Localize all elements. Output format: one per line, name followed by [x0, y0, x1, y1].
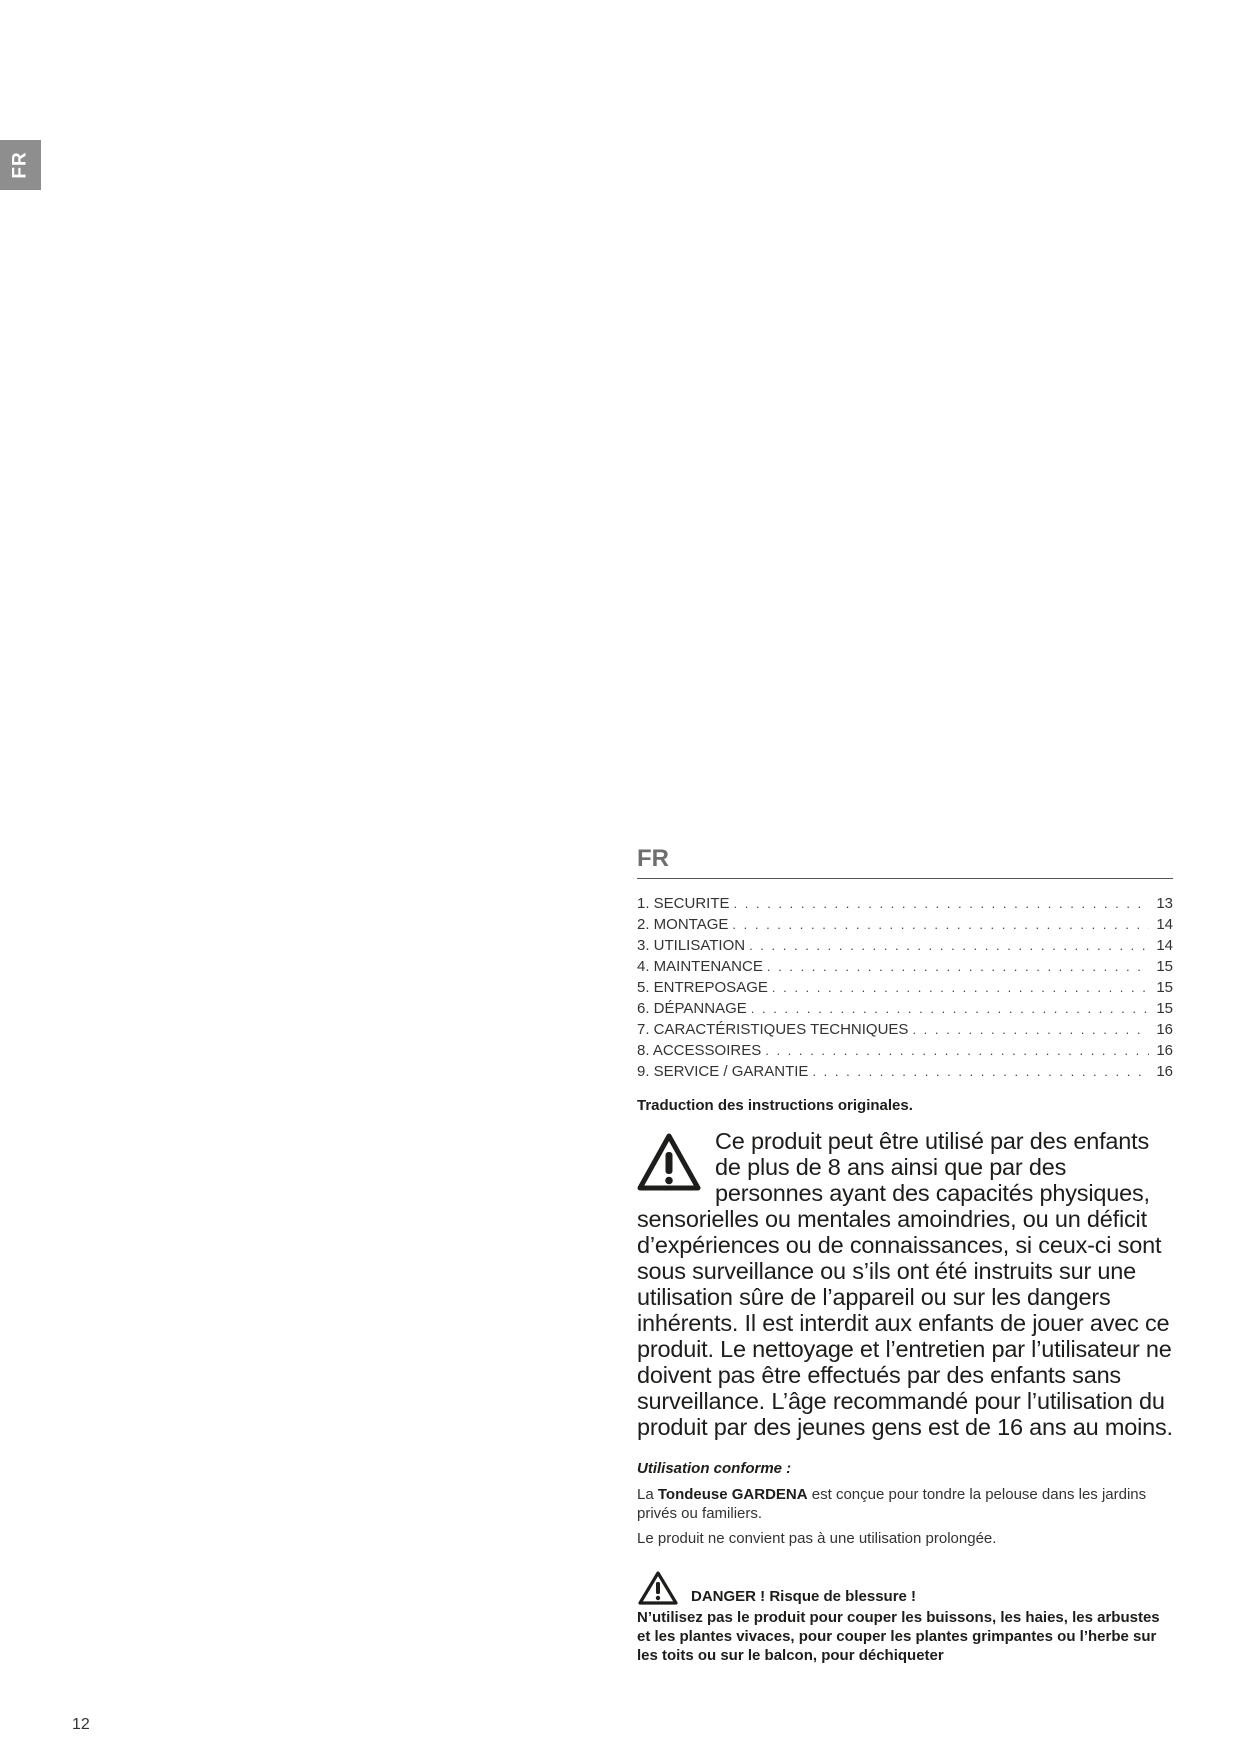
- usage-title: Utilisation conforme :: [637, 1460, 792, 1477]
- toc-item: [637, 1040, 1173, 1061]
- toc-leader: [812, 1061, 1149, 1082]
- toc-label: 6. DÉPANNAGE: [637, 1000, 747, 1017]
- toc-label: 5. ENTREPOSAGE: [637, 979, 768, 996]
- toc-label: 7. CARACTÉRISTIQUES TECHNIQUES: [637, 1021, 909, 1038]
- translation-note: Traduction des instructions originales.: [637, 1097, 913, 1114]
- toc-label: 3. UTILISATION: [637, 937, 746, 954]
- content-column: [637, 846, 1173, 1665]
- toc-leader: [734, 893, 1149, 914]
- toc-page: 13: [1156, 895, 1173, 912]
- usage-note: Le produit ne convient pas à une utilisation prolongée.: [637, 1530, 997, 1547]
- toc-page: 15: [1156, 979, 1173, 996]
- usage-paragraph: [637, 1485, 1173, 1523]
- toc-label: 8. ACCESSOIRES: [637, 1042, 762, 1059]
- toc-item: [637, 893, 1173, 914]
- language-tab: [0, 140, 41, 190]
- toc-label: 1. SECURITE: [637, 895, 730, 912]
- toc-leader: [912, 1019, 1149, 1040]
- child-safety-warning-text: Ce produit peut être utilisé par des enfants de plus de 8 ans ainsi que par des personnes ayant des capacités physiques, sensorielles ou mentales amoindries, ou un déficit d’expériences ou de connaissances, si ceux-ci sont sous surveillance ou s’ils ont été instruits sur une utilisation sûre de l’appareil ou sur les dangers inhérents. Il est interdit aux enfants de jouer avec ce produit. Le nettoyage et l’entretien par l’utilisateur ne doivent pas être effectués par des enfants sans surveillance. L’âge recommandé pour l’utilisation du produit par des jeunes gens est de 16 ans au moins.: [637, 1128, 1173, 1440]
- toc-page: 14: [1156, 916, 1173, 933]
- danger-text: N’utilisez pas le produit pour couper les buissons, les haies, les arbustes et les plantes vivaces, pour couper les plantes grimpantes ou l’herbe sur les toits ou sur le balcon, pour déchiqueter: [637, 1609, 1160, 1664]
- page-number: 12: [72, 1716, 90, 1733]
- toc-page: 16: [1156, 1021, 1173, 1038]
- table-of-contents: [637, 893, 1173, 1082]
- toc-page: 15: [1156, 958, 1173, 975]
- toc-leader: [751, 998, 1149, 1019]
- toc-item: [637, 1019, 1173, 1040]
- toc-page: 14: [1156, 937, 1173, 954]
- product-name: Tondeuse GARDENA: [657, 1486, 808, 1503]
- toc-leader: [765, 1040, 1149, 1061]
- toc-item: [637, 914, 1173, 935]
- usage-suffix: est conçue pour tondre la pelouse dans les jardins privés ou familiers.: [637, 1486, 1147, 1522]
- danger-block: [637, 1570, 1173, 1665]
- section-heading: FR: [637, 846, 1173, 879]
- danger-header: [637, 1570, 1173, 1606]
- warning-triangle-icon: [637, 1570, 679, 1606]
- toc-item: [637, 935, 1173, 956]
- toc-leader: [767, 956, 1149, 977]
- toc-item: [637, 998, 1173, 1019]
- child-safety-warning: [637, 1128, 1173, 1440]
- toc-leader: [772, 977, 1149, 998]
- toc-page: 16: [1156, 1063, 1173, 1080]
- toc-item: [637, 977, 1173, 998]
- toc-page: 16: [1156, 1042, 1173, 1059]
- danger-title: DANGER ! Risque de blessure !: [691, 1588, 917, 1605]
- toc-item: [637, 956, 1173, 977]
- toc-label: 9. SERVICE / GARANTIE: [637, 1063, 809, 1080]
- toc-leader: [732, 914, 1149, 935]
- toc-label: 4. MAINTENANCE: [637, 958, 763, 975]
- language-tab-label: FR: [9, 151, 31, 179]
- toc-label: 2. MONTAGE: [637, 916, 729, 933]
- usage-prefix: La: [637, 1486, 654, 1503]
- toc-item: [637, 1061, 1173, 1082]
- toc-page: 15: [1156, 1000, 1173, 1017]
- warning-triangle-icon: [637, 1132, 701, 1192]
- toc-leader: [749, 935, 1149, 956]
